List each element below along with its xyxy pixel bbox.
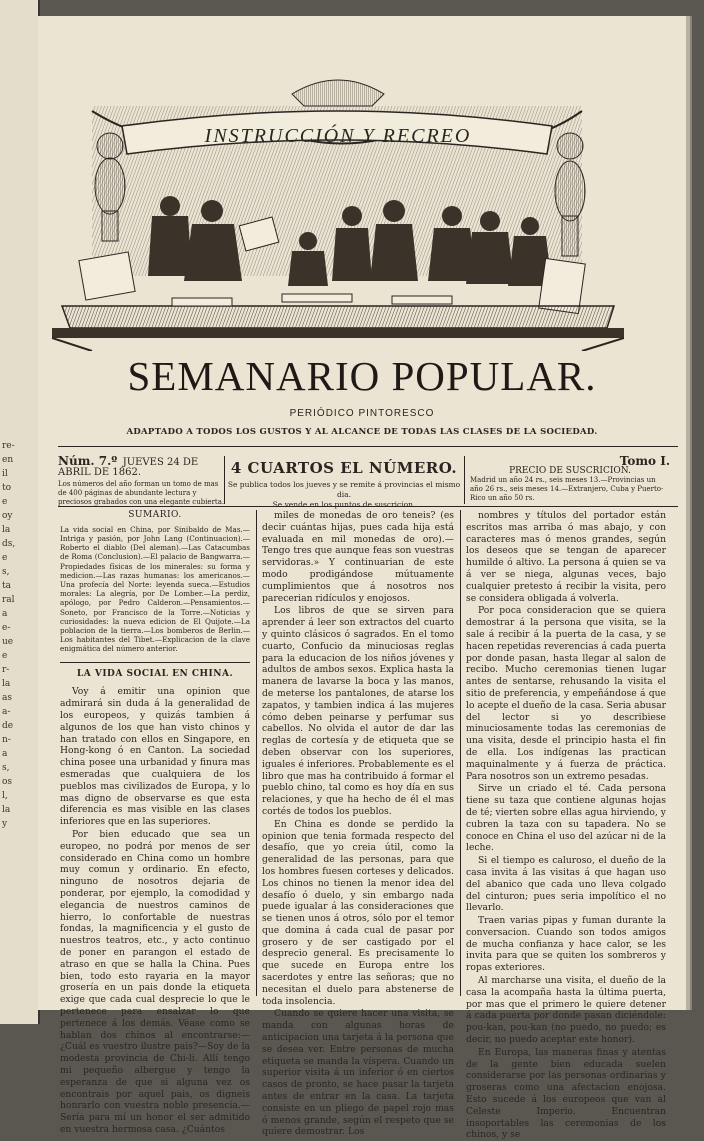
column-1 <box>60 510 250 1136</box>
facing-page-fragment: il <box>2 469 8 479</box>
facing-page-fragment: la <box>2 525 11 535</box>
article-paragraph: Si el tiempo es caluroso, el dueño de la casa invita á las visitas á que hagan uso del abanico que cada uno lleva colgado del cinturon; pues seria impolítico el no llevarlo. <box>466 855 666 914</box>
article-paragraph: miles de monedas de oro teneis? (es decir cuántas hijas, pues cada hija está evaluada en mil monedas de oro).—Tengo tres que aunque feas son vuestras servidoras.» Y continuarian de este modo prodigándose mútuamente cumplimientos que á nosotros nos parecerian ridículos y enojosos. <box>262 510 454 604</box>
sumario-title: SUMARIO. <box>128 510 182 520</box>
facing-page-fragment: a <box>2 609 8 619</box>
facing-page-fragment: l, <box>2 791 8 801</box>
newspaper-page <box>38 16 686 1141</box>
masthead-tagline: ADAPTADO A TODOS LOS GUSTOS Y AL ALCANCE DE TODAS LAS CLASES DE LA SOCIEDAD. <box>126 427 598 437</box>
facing-page-fragment: ue <box>2 637 14 647</box>
banner-text: INSTRUCCIÓN Y RECREO <box>204 125 472 147</box>
article-column-3 <box>466 510 666 1141</box>
facing-page-fragment: de <box>2 721 14 731</box>
article-paragraph: Traen varias pipas y fuman durante la conversacion. Cuando son todos amigos de mucha confianza y hace calor, se les invita para que se quiten los sombreros y ropas exteriores. <box>466 915 666 974</box>
facing-page-fragment: n- <box>2 735 11 745</box>
issue-info <box>58 456 228 507</box>
article-column-2 <box>262 510 454 1138</box>
column-divider-2 <box>460 510 461 996</box>
facing-page-fragment: a <box>2 749 8 759</box>
bleed-through-text <box>338 46 349 56</box>
price-title: 4 CUARTOS EL NÚMERO. <box>230 459 458 477</box>
facing-page-fragment: os <box>2 777 13 787</box>
facing-page-fragment: s, <box>2 763 10 773</box>
issue-note: Los números del año forman un tomo de mas de 400 páginas de abundante lectura y preciosos grabados con una elegante cubierta. <box>58 480 225 506</box>
article-paragraph: Al marcharse una visita, el dueño de la casa la acompaña hasta la última puerta, por mas que el primero le quiere detener á cada puerta por donde pasan diciéndole: pou-kan, pou-kan (no puedo, no puedo; es decir, no puedo aceptar este honor). <box>466 975 666 1046</box>
facing-page-fragment: oy <box>2 511 13 521</box>
facing-page-fragment: to <box>2 483 12 493</box>
facing-page-fragment: y <box>2 819 8 829</box>
facing-page-fragment: la <box>2 805 11 815</box>
article-paragraph: En China es donde se perdido la opinion que tenia formada respecto del desafío, que yo creia útil, como la generalidad de las personas, para que los hombres fuesen corteses y delicados. Los chinos no tienen la menor idea del desafío ó duelo, y sin embargo nada puede igualar á las consideraciones que se tienen unos á otros, sólo por el temor que domina á cada cual de pasar por grosero y de ser castigado por el desprecio general. Es precisamente lo que sucede en Europa entre los sacerdotes y entre las señoras; que no necesitan el duelo para abstenerse de toda insolencia. <box>262 818 454 1007</box>
facing-page-fragment: re- <box>2 441 15 451</box>
facing-page-fragment: r- <box>2 665 10 675</box>
header-rule-bottom <box>58 506 678 507</box>
masthead-subtitle: PERIÓDICO PINTORESCO <box>289 408 435 419</box>
article-paragraph: Por poca consideracion que se quiera demostrar á la persona que visita, se la sale á recibir á la puerta de la casa, y se hacen repetidas reverencias á cada puerta por donde pasan, hasta llegar al salon de recibo. Mucho ceremonias tienen lugar antes de sentarse, rehusando la visita el sitio de preferencia, y empeñándose á que lo acepte el dueño de la casa. Seria abusar del lector si yo describiese minuciosamente todas las ceremonias de una visita, desde el principio hasta el fin de ella. Los indígenas las practican maquinalmente y á fuerza de práctica. Para nosotros son un extremo pesadas. <box>466 605 666 782</box>
article-paragraph: Voy á emitir una opinion que admirará sin duda á la generalidad de los europeos, y quizás tambien á algunos de los que han visto chinos y han tratado con ellos en Singapore, en Hong-kong ó en Canton. La sociedad china posee una urbanidad y finura mas esmeradas que cualquiera de los pueblos mas civilizados de Europa, y lo mas digno de observarse es que esta diferencia es mas visible en las clases inferiores que en las superiores. <box>60 686 250 828</box>
article-title: LA VIDA SOCIAL EN CHINA. <box>60 662 250 681</box>
facing-page-edge <box>0 0 40 1024</box>
info-divider-right <box>464 456 465 504</box>
facing-page-fragment: en <box>2 455 14 465</box>
issue-date: JUEVES 24 DE ABRIL DE 1862. <box>58 457 199 478</box>
article-paragraph: Cuando se quiere hacer una visita, se manda con algunas horas de anticipacion una tarjeta á la persona que se desea ver. Entre personas de mucha etiqueta se manda la víspera. Cuando un superior visita á un inferior ó en ciertos casos de pronto, se hace pasar la tarjeta antes de entrar en la casa. La tarjeta consiste en un pliego de papel rojo mas ó menos grande, según el respeto que se quiere demostrar. Los <box>262 1008 454 1138</box>
book-left <box>79 252 135 300</box>
article-paragraph: En Europa, las maneras finas y atentas de la gente bien educada suelen considerarse por las personas ordinarias y groseras como una afectacion enojosa. Esto sucede á los europeos que van al Celeste Imperio. Encuentran insoportables las ceremonias de los chinos, y se <box>466 1046 666 1141</box>
volume-label: Tomo I. <box>619 454 670 468</box>
header-engraving <box>52 66 624 351</box>
facing-page-fragment: e <box>2 553 8 563</box>
page-number-ghost <box>662 44 672 55</box>
price-note-line2: Se vende en los puntos de suscricion. <box>272 500 416 509</box>
article-paragraph: nombres y títulos del portador están escritos mas arriba ó mas abajo, y con caracteres mas ó menos grandes, según los deseos que se tengan de aparecer humilde ó altivo. La persona á quien se va á ver se niega, algunas veces, bajo cualquier pretesto á recibir la visita, pero se considera obligada á volverla. <box>466 510 666 604</box>
facing-page-fragment: e <box>2 651 8 661</box>
subscription-info <box>470 456 670 503</box>
facing-page-fragment: ds, <box>2 539 16 549</box>
article-column-1 <box>60 686 250 1135</box>
facing-page-fragment: la <box>2 679 11 689</box>
facing-page-fragment: a- <box>2 707 11 717</box>
header-rule-top <box>58 446 678 447</box>
column-divider-1 <box>256 510 257 996</box>
article-paragraph: Sirve un criado el té. Cada persona tiene su taza que contiene algunas hojas de té; vierten sobre ellas agua hirviendo, y cubren la taza con su tapadera. No se conoce en China el uso del azúcar ni de la leche. <box>466 783 666 854</box>
facing-page-fragment: ta <box>2 581 11 591</box>
crest-ornament <box>292 80 384 106</box>
sumario-text: La vida social en China, por Sinibaldo de Mas.—Intriga y pasión, por John Lang (Continuacion).—Roberto el diablo (Del aleman).—Las Catacumbas de Roma (Conclusion).—El palacio de Bangwarra.—Propiedades físicas de los minerales: su forma y medicion.—Las razas humanas: los americanos.—Una profecía del Norte: leyenda sueca.—Estudios morales: La alegría, por De Lomber.—La perdiz, apólogo, por Pedro Calderon.—Pensamientos.—Soneto, por Francisco de la Torre.—Noticias y curiosidades: la nueva edicion de El Quijote.—La poblacion de la tierra.—Los bomberos de Berlin.—Los habitantes del Tibet.—Explicacion de la clave enigmática del número anterior. <box>60 524 250 654</box>
facing-page-fragment: ral <box>2 595 15 605</box>
article-paragraph: Los libros de que se sirven para aprender á leer son extractos del cuarto y quinto clásicos ó sagrados. En el tomo cuarto, Confucio da minuciosas reglas para la educacion de los niños jóvenes y adultos de ambos sexos. Explica hasta la manera de lavarse la boca y las manos, de meterse los pantalones, de atarse los zapatos, y tambien indica á las mujeres cómo deben peinarse y perfumar sus cabellos. No olvida el autor de dar las reglas de cortesía y de etiqueta que se deben observar con los superiores, iguales é inferiores. Probablemente es el libro que mas ha contribuido á formar el pueblo chino, tal como es hoy día en sus relaciones, y que ha hecho de él el mas cortés de todos los pueblos. <box>262 605 454 817</box>
issue-number: Núm. 7.º <box>58 454 118 468</box>
facing-page-fragment: s, <box>2 567 10 577</box>
price-note-line1: Se publica todos los jueves y se remite á provincias el mismo dia. <box>227 480 461 499</box>
facing-page-fragment: as <box>2 693 12 703</box>
subscription-title: PRECIO DE SUSCRICION. <box>509 466 631 476</box>
facing-page-fragment: e- <box>2 623 11 633</box>
facing-page-fragment: e <box>2 497 8 507</box>
shelf-base <box>62 306 614 328</box>
masthead-title: SEMANARIO POPULAR. <box>127 353 597 399</box>
article-paragraph: Por bien educado que sea un europeo, no podrá por menos de ser considerado en China como un hombre muy comun y ordinario. En efecto, ninguno de nosotros dejaria de ponderar, por ejemplo, la comodidad y elegancia de nuestros caminos de hierro, lo confortable de nuestras fondas, la magnificencia y el gusto de nuestros teatros, etc., y acto continuo de poner en parangon el estado de atraso en que se halla la China. Pues bien, todo esto rayaria en la mayor grosería en un pais donde la etiqueta exige que cada cual desprecie lo que le pertenece para ensalzar lo que pertenece á los demás. Véase como se hablan dos chinos al encontrarse:—¿Cuál es vuestro ilustre pais?—Soy de la modesta provincia de Chi-li. Allí tengo mi pequeño albergue y tengo la esperanza de que si alguna vez os encontrais por aquel pais, os digneis honrarlo con vuestra noble presencia.—Sería para mí un honor el ser admitido en vuestra hermosa casa. ¿Cuántos <box>60 829 250 1135</box>
subscription-text: Madrid un año 24 rs., seis meses 13.—Provincias un año 26 rs., seis meses 14.—Extranjero, Cuba y Puerto-Rico un año 50 rs. <box>470 476 664 502</box>
